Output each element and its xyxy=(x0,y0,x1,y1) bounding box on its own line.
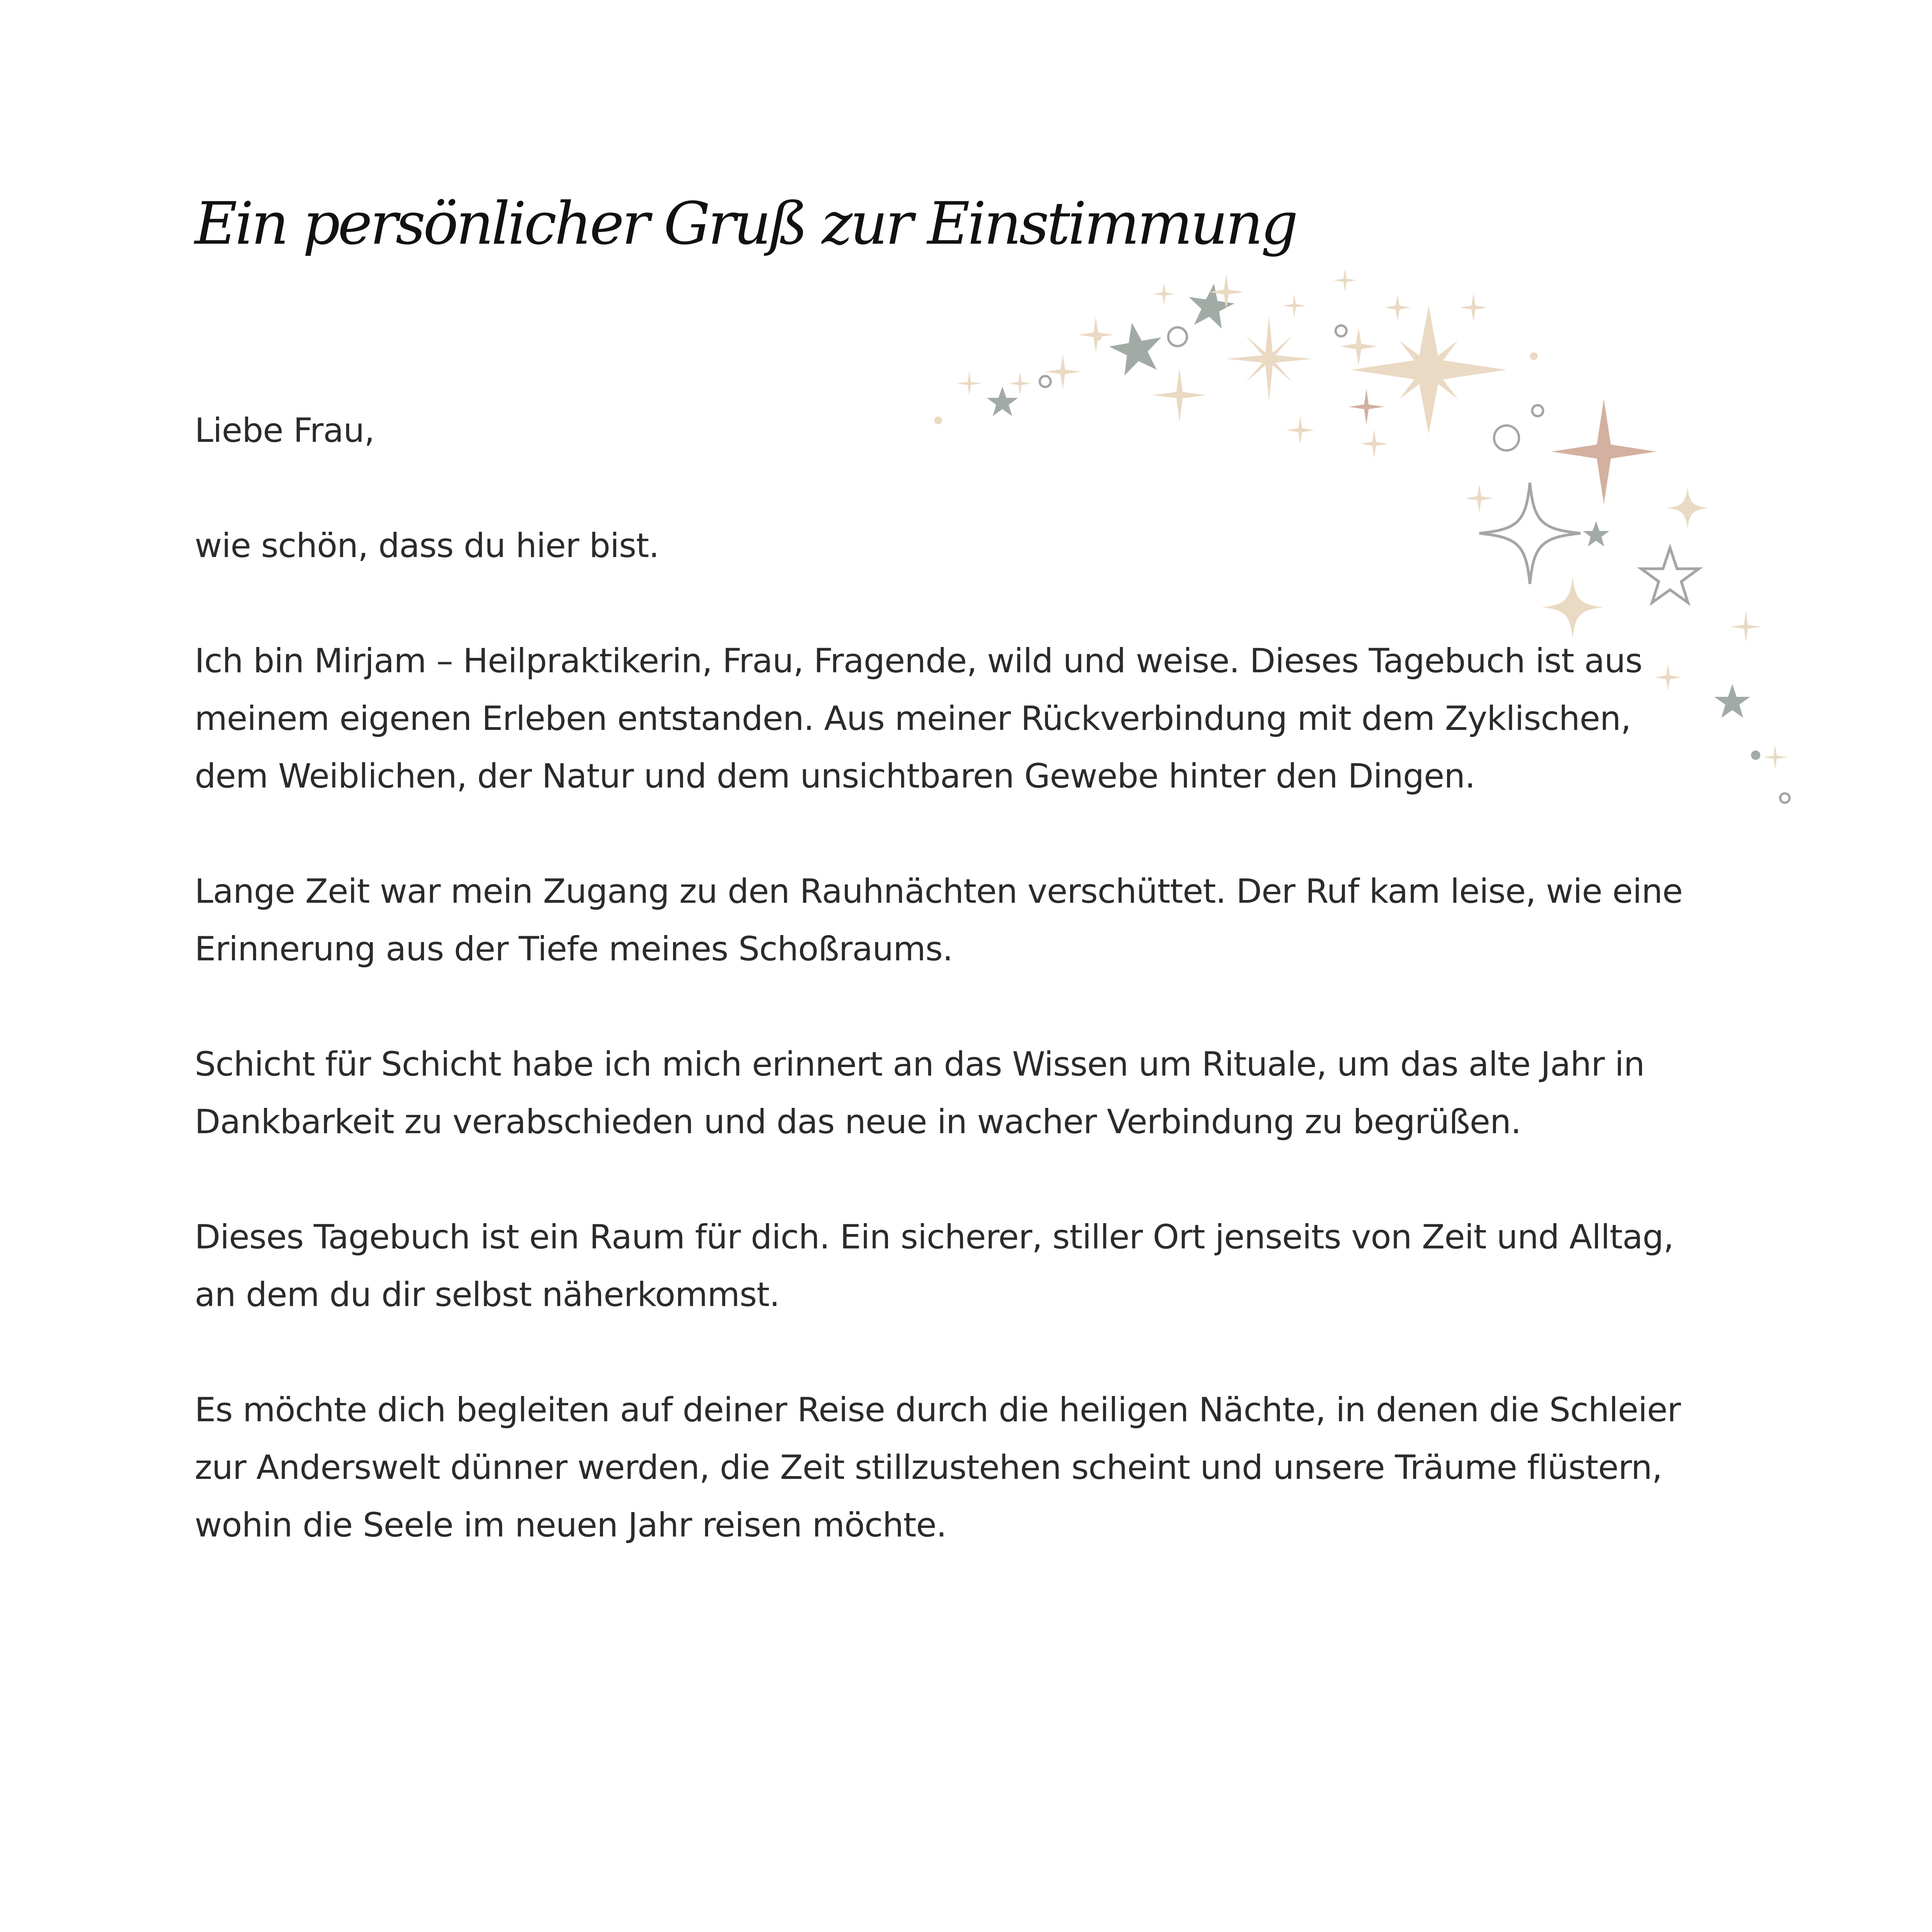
paragraph-line: Es möchte dich begleiten auf deiner Reise durch die heiligen Nächte, in denen die Schleier xyxy=(195,1391,1681,1429)
letter-body xyxy=(195,402,1752,1612)
page-title: Ein persönlicher Gruß zur Einstimmung xyxy=(195,190,1296,258)
five-point-star-icon xyxy=(1185,280,1237,330)
paragraph-welcome xyxy=(195,517,1752,575)
greeting xyxy=(195,402,1752,459)
paragraph-line: wohin die Seele im neuen Jahr reisen möchte. xyxy=(195,1506,947,1545)
paragraph-line: Lange Zeit war mein Zugang zu den Rauhnächten verschüttet. Der Ruf kam leise, wie eine xyxy=(195,872,1683,911)
paragraph-line: Liebe Frau, xyxy=(195,411,374,450)
paragraph-line: zur Anderswelt dünner werden, die Zeit stillzustehen scheint und unsere Träume flüstern, xyxy=(195,1448,1662,1487)
paragraph-line: Ich bin Mirjam – Heilpraktikerin, Frau, Fragende, wild und weise. Dieses Tagebuch ist aus xyxy=(195,642,1642,680)
paragraph-line: Schicht für Schicht habe ich mich erinnert an das Wissen um Rituale, um das alte Jahr in xyxy=(195,1045,1645,1084)
paragraph-journey xyxy=(195,1381,1752,1554)
paragraph-line: meinem eigenen Erleben entstanden. Aus meiner Rückverbindung mit dem Zyklischen, xyxy=(195,699,1631,738)
paragraph-line: wie schön, dass du hier bist. xyxy=(195,526,659,565)
paragraph-line: Dieses Tagebuch ist ein Raum für dich. Ein sicherer, stiller Ort jenseits von Zeit und Alltag, xyxy=(195,1218,1674,1257)
paragraph-rituals xyxy=(195,1035,1752,1151)
paragraph-space xyxy=(195,1208,1752,1324)
eight-point-sparkle-icon xyxy=(1226,316,1312,402)
paragraph-line: dem Weiblichen, der Natur und dem unsichtbaren Gewebe hinter den Dingen. xyxy=(195,757,1475,796)
five-point-star-icon xyxy=(1106,318,1167,377)
paragraph-line: Dankbarkeit zu verabschieden und das neue in wacher Verbindung zu begrüßen. xyxy=(195,1102,1521,1141)
paragraph-introduction xyxy=(195,632,1752,805)
paragraph-calling xyxy=(195,863,1752,978)
paragraph-line: an dem du dir selbst näherkommst. xyxy=(195,1275,780,1314)
paragraph-line: Erinnerung aus der Tiefe meines Schoßraums. xyxy=(195,930,953,969)
